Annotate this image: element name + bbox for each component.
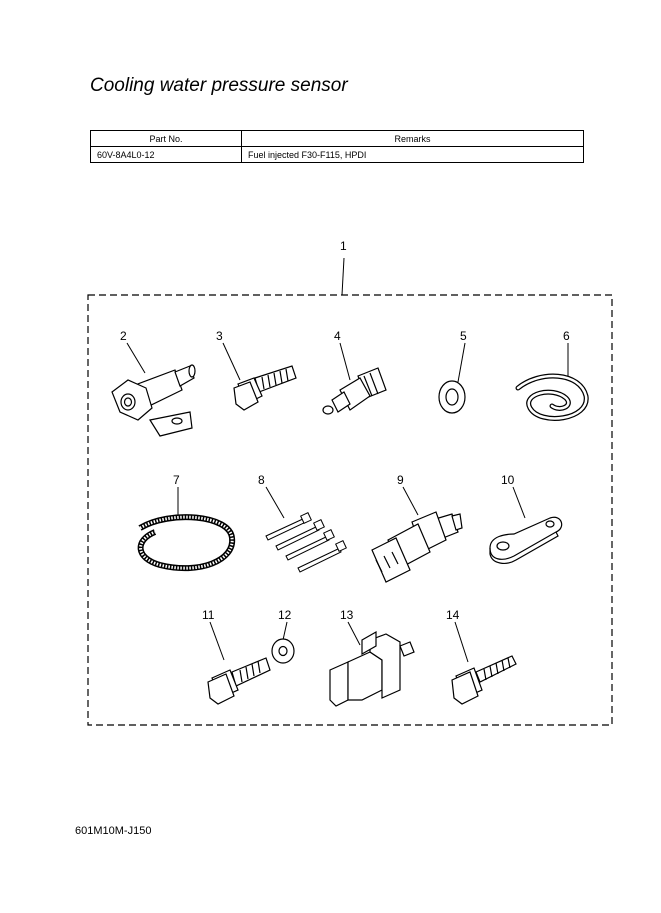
leader-line-1 [342,258,344,295]
part-13-clip [330,632,414,706]
callout-11: 11 [202,608,215,622]
callout-8: 8 [258,473,265,487]
part-14-screw [452,656,516,704]
callout-5: 5 [460,329,467,343]
part-3-bolt [234,366,296,410]
part-9-pressure-sensor [372,512,462,582]
page-title: Cooling water pressure sensor [90,75,348,96]
callout-9: 9 [397,473,404,487]
part-12-washer [272,639,294,663]
cell-part-no: 60V-8A4L0-12 [91,147,242,163]
part-8-cable-ties [266,513,346,572]
callout-3: 3 [216,329,223,343]
callout-7: 7 [173,473,180,487]
footer-code: 601M10M-J150 [75,825,152,837]
part-4-fitting [323,368,386,414]
part-5-washer [439,381,465,413]
callout-10: 10 [501,473,515,487]
callout-4: 4 [334,329,341,343]
callout-6: 6 [563,329,570,343]
callout-1: 1 [340,239,347,253]
callout-2: 2 [120,329,127,343]
part-10-bracket [490,517,562,563]
callout-12: 12 [278,608,292,622]
callout-13: 13 [340,608,354,622]
header-remarks: Remarks [242,131,584,147]
callout-14: 14 [446,608,460,622]
part-2-adapter [112,365,195,436]
cell-remarks: Fuel injected F30-F115, HPDI [242,147,584,163]
header-part-no: Part No. [91,131,242,147]
part-7-spiral-band [140,517,232,568]
part-11-bolt [208,658,270,704]
